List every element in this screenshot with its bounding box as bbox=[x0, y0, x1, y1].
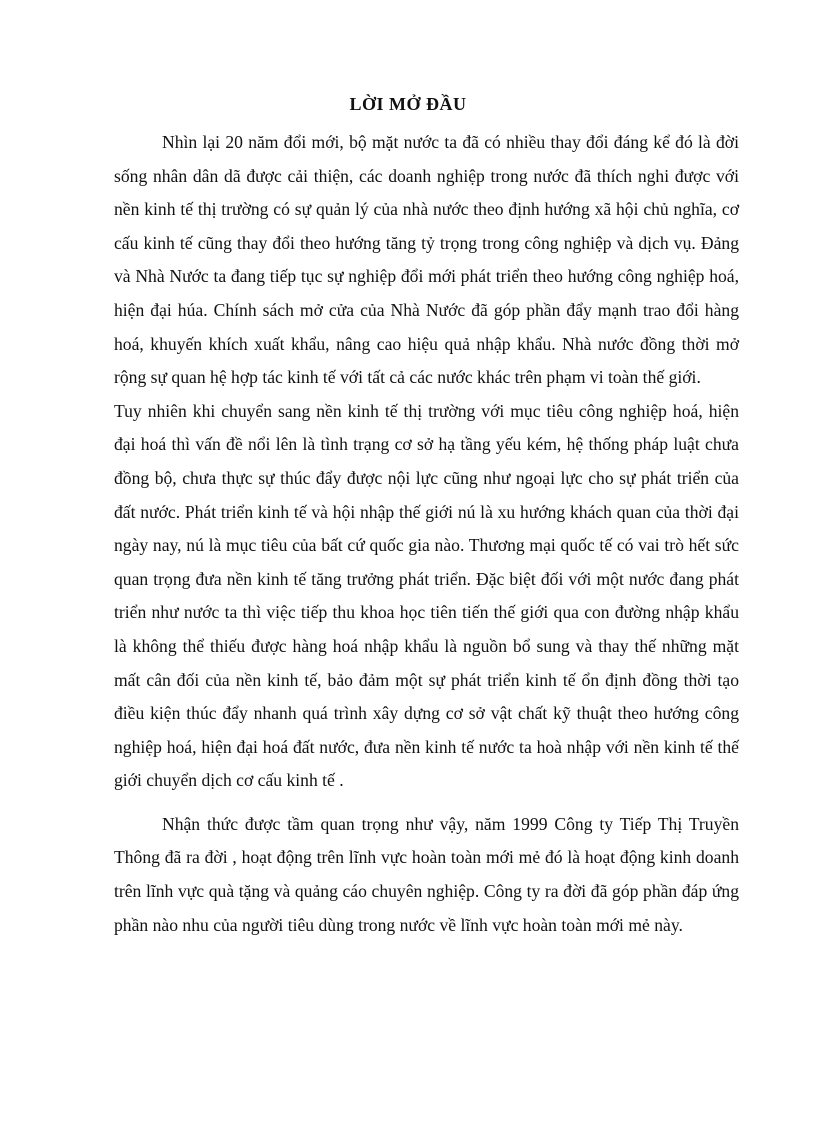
page-title: LỜI MỞ ĐẦU bbox=[349, 94, 467, 114]
paragraph-2: Tuy nhiên khi chuyển sang nền kinh tế thị trường với mục tiêu công nghiệp hoá, hiện đại hoá thì vấn đề nổi lên là tình trạng cơ sở hạ tầng yếu kém, hệ thống pháp luật chưa đồng bộ, chưa thực sự thúc đẩy được nội lực cũng như ngoại lực cho sự phát triển của đất nước. Phát triển kinh tế và hội nhập thế giới nú là xu hướng khách quan của thời đại ngày nay, nú là mục tiêu của bất cứ quốc gia nào. Thương mại quốc tế có vai trò hết sức quan trọng đưa nền kinh tế tăng trưởng phát triển. Đặc biệt đối với một nước đang phát triển như nước ta thì việc tiếp thu khoa học tiên tiến thế giới qua con đường nhập khẩu là không thể thiếu được hàng hoá nhập khẩu là nguồn bổ sung và thay thế những mặt mất cân đối của nền kinh tế, bảo đảm một sự phát triển kinh tế ổn định đồng thời tạo điều kiện thúc đẩy nhanh quá trình xây dựng cơ sở vật chất kỹ thuật theo hướng công nghiệp hoá, hiện đại hoá đất nước, đưa nền kinh tế nước ta hoà nhập với nền kinh tế thế giới chuyển dịch cơ cấu kinh tế . bbox=[114, 400, 739, 791]
paragraph-1: Nhìn lại 20 năm đổi mới, bộ mặt nước ta đã có nhiều thay đổi đáng kể đó là đời sống nhân dân dã được cải thiện, các doanh nghiệp trong nước đã thích nghi được với nền kinh tế thị trường có sự quản lý của nhà nước theo định hướng xã hội chủ nghĩa, cơ cấu kinh tế cũng thay đổi theo hướng tăng tỷ trọng trong công nghiệp và dịch vụ. Đảng và Nhà Nước ta đang tiếp tục sự nghiệp đổi mới phát triển theo hướng công nghiệp hoá, hiện đại húa. Chính sách mở cửa của Nhà Nước đã góp phần đẩy mạnh trao đổi hàng hoá, khuyến khích xuất khẩu, nâng cao hiệu quả nhập khẩu. Nhà nước đồng thời mở rộng sự quan hệ hợp tác kinh tế với tất cả các nước khác trên phạm vi toàn thế giới. bbox=[114, 132, 739, 388]
document-body bbox=[114, 126, 739, 942]
paragraph-3: Nhận thức được tầm quan trọng như vậy, năm 1999 Công ty Tiếp Thị Truyền Thông đã ra đời , hoạt động trên lĩnh vực hoàn toàn mới mẻ đó là hoạt động kinh doanh trên lĩnh vực quà tặng và quảng cáo chuyên nghiệp. Công ty ra đời đã góp phần đáp ứng phần nào nhu của người tiêu dùng trong nước về lĩnh vực hoàn toàn mới mẻ này. bbox=[114, 813, 739, 935]
